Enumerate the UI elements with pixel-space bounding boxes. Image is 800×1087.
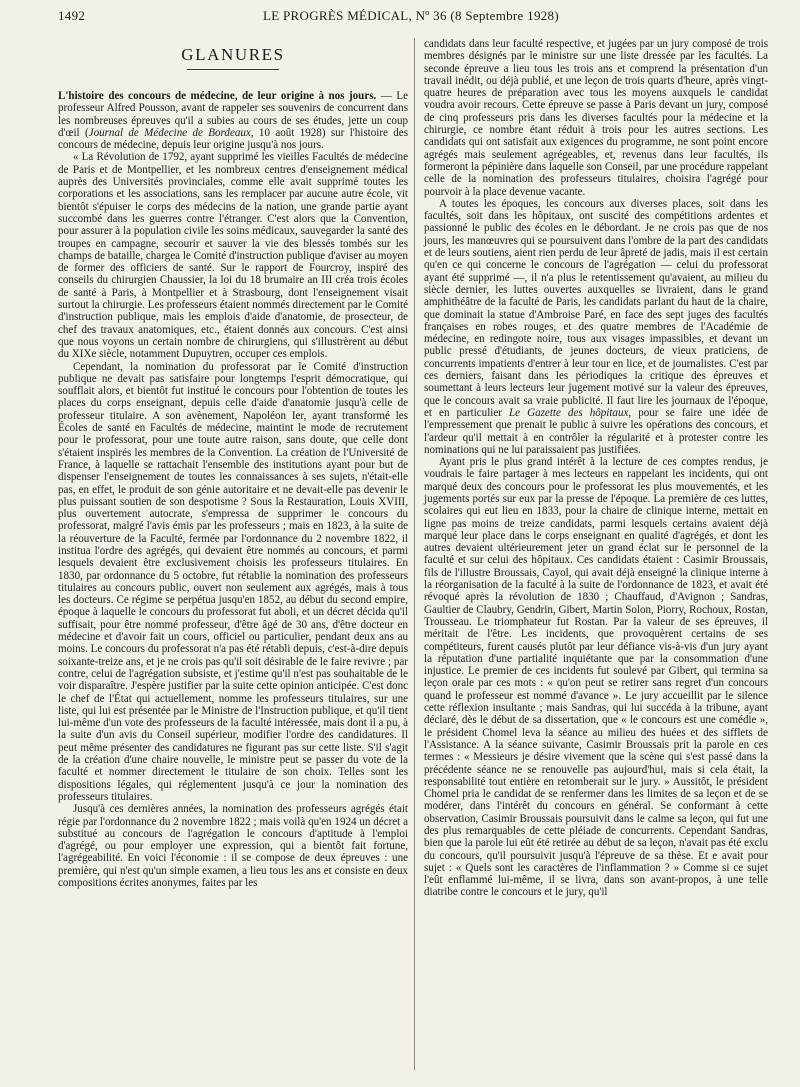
intro-text-b: , 10 août 1928) sur l'histoire des concours de médecine, depuis leur origine jusqu'à nos jours. — [58, 126, 409, 152]
gazette-citation: Le Gazette des hôpitaux — [509, 406, 629, 419]
paragraph-competitions — [424, 198, 768, 456]
paragraph-nomination-history: Cependant, la nomination du professorat par le Comité d'instruction publique ne devait pas satisfaire pour longtemps l'esprit démocratique, qui soufflait alors, et bientôt fut institué le concours pour l'obtention de toutes les places du corps enseignant, depuis celle d'aide d'anatomie jusqu'à celle de professeur titulaire. A son avènement, Napoléon Ier, ayant transformé les Écoles de santé en Facultés de médecine, maintint le mode de recrutement pour le professorat, pour une toute autre raison, sans doute, que celle dont s'étaient inspirés les membres de la Convention. La création de l'Université de France, à laquelle se rattachait l'ensemble des institutions ayant pour but de dispenser l'enseignement de toutes les connaissances à ses sujets, n'était-elle pas, en effet, le produit de son génie autoritaire et ne devait-elle pas devenir le plus puissant soutien de son despotisme ? Sous la Restauration, Louis XVIII, plus ouvertement autocrate, s'empressa de supprimer le concours du professorat, malgré l'avis émis par les professeurs ; mais en 1823, à la suite de la réouverture de la Faculté, fermée par l'ordonnance du 2 novembre 1822, il institua l'ordre des agrégés, qui devaient être nommés au concours, et parmi lesquels devaient être exclusivement choisis les professeurs titulaires. En 1830, par ordonnance du 5 octobre, fut rétablie la nomination des professeurs titulaires au concours public, ouvert non seulement aux agrégés, mais à tous les docteurs. Ce régime se perpétua jusqu'en 1852, au début du second empire, époque à laquelle le concours du professorat fut aboli, et un décret décida qu'il suffisait, pour être nommé professeur, d'être âgé de 30 ans, d'être docteur en médecine et d'avoir fait un cours, officiel ou particulier, pendant deux ans au moins. Le concours du professorat n'a pas été rétabli depuis, c'est-à-dire depuis soixante-treize ans, et je ne crois pas qu'il soit désirable de le faire revivre ; par contre, celui de l'agrégation subsiste, et j'estime qu'il n'est pas souhaitable de le voir disparaître. J'espère justifier par la suite cette opinion anticipée. C'est donc le chef de l'État qui actuellement, nomme les professeurs titulaires, sur une liste, qui lui est présentée par le Ministre de l'Instruction publique, et qu'il tient lui-même d'un vote des professeurs de la faculté intéressée, mais dont il a pu, à la suite d'un avis du Conseil supérieur, modifier l'ordre des candidatures. Il peut même présenter des candidatures ne figurant pas sur cette liste. S'il s'agit de la création d'une chaire nouvelle, le ministre peut se passer du vote de la faculté et nommer directement le titulaire de son choix. Telles sont les dispositions légales, qui réglementent jusqu'à ce jour la nomination des professeurs titulaires. — [58, 360, 408, 803]
left-column — [58, 38, 408, 889]
paragraph-1833-concours: Ayant pris le plus grand intérêt à la lecture de ces comptes rendus, je voudrais le faire partager à mes lecteurs en rappelant les incidents, qui ont marqué deux des concours pour le professorat les plus mouvementés, et les jugements portés sur eux par la presse de l'époque. La première de ces luttes, scolaires qui eut lieu en 1833, pour la chaire de clinique interne, mettait en ligne pas moins de treize candidats, parmi lesquels certains avaient déjà marqué leur place dans le corps enseignant en qualité d'agrégés, et dont les autres devaient ultérieurement jeter un grand éclat sur le personnel de la faculté et sur celui des hôpitaux. Ces candidats étaient : Casimir Broussais, fils de l'illustre Broussais, Cayol, qui avait déjà enseigné la clinique interne à la réorganisation de la faculté à la suite de l'ordonnance de 1823, et avait été révoqué après la révolution de 1830 ; Chauffaud, d'Avignon ; Sandras, Gaultier de Claubry, Gendrin, Gibert, Martin Solon, Piorry, Rochoux, Rostan, Trousseau. Le triomphateur fut Rostan. Par la valeur de ses épreuves, il méritait de l'être. Les incidents, que provoquèrent certains de ses compétiteurs, furent causés plutôt par leur défiance vis-à-vis d'un jury ayant la réputation d'une partialité inquiétante que par la consommation d'une injustice. Le premier de ces incidents fut soulevé par Gibert, qui termina sa leçon orale par ces mots : « qu'on peut se retirer sans regret d'un concours quand le professeur est nommé d'avance ». Le jury accueillit par le silence cette réflexion insultante ; mais Sandras, qui lui succéda à la tribune, ayant déclaré, dès le début de sa dissertation, que « le concours est une comédie », le président Chomel leva la séance au milieu des huées et des sifflets de l'Assistance. A la séance suivante, Casimir Broussais prit la parole en ces termes : « Messieurs je désire vivement que la scène qui s'est passé dans la précédente séance ne se renouvelle pas aujourd'hui, mais si cela était, la responsabilité tout entière en retomberait sur le jury. » Aussitôt, le président Chomel pria le candidat de se renfermer dans les limites de sa leçon et de se modérer, dans l'intérêt du concours en général. Se conformant à cette observation, Casimir Broussais poursuivit dans le calme sa leçon, qui fut une des plus remarquables de cette pléiade de concurrents. Cependant Sandras, bien que la parole lui eût été retirée au début de sa leçon, n'avait pas été exclu du concours, qu'il poursuivit jusqu'à l'épreuve de sa thèse. Et e avait pour sujet : « Quels sont les caractères de l'inflammation ? » Comme si ce sujet l'eût enflammé lui-même, il se livra, dans son avant-propos, à une telle diatribe contre le concours et le jury, qu'il — [424, 456, 768, 899]
competitions-text-a: A toutes les époques, les concours aux diverses places, soit dans les facultés, soit dans les hôpitaux, ont suscité des compétitions ardentes et passionné le public des écoles en le débordant. Je ne crois pas que de nos jours, les manœuvres qui se poursuivent dans l'ombre de la part des candidats et de leurs soutiens, aient rien perdu de leur âpreté de jadis, mais il est certain qu'en ce qui concerne le concours de l'agrégation — celui du professorat ayant été supprimé —, il n'a plus le retentissement qu'avaient, au milieu du siècle dernier, les luttes ouvertes auxquelles se livraient, dans le grand amphithéâtre de la faculté de Paris, les candidats parlant du haut de la chaire, que dominait la statue d'Ambroise Paré, en face des sept juges des facultés françaises en robes rouges, et des quatre membres de l'Académie de médecine, en redingote noire, tous aux visages impassibles, et devant un public pressé d'étudiants, de jeunes docteurs, de vieux praticiens, de concurrents impatients d'entrer à leur tour en lice, et de journalistes. C'est par ces derniers, faisant dans les périodiques la critique des épreuves et soumettant à leurs lecteurs leur jugement motivé sur la valeur des épreuves, que le concours avait sa vraie publicité. Il faut lire les journaux de l'époque, et en particulier — [424, 197, 768, 419]
column-divider — [414, 38, 415, 1070]
competitions-text-b: , pour se faire une idée de l'empressement que prenait le public à suivre les opérations des concours, et l'ardeur qu'il mettait à en contrôler la régularité et à protester contre les nominations qui ne lui paraissaient pas justifiées. — [424, 406, 769, 456]
section-title: GLANURES — [181, 45, 285, 64]
intro-text-a: — Le professeur Alfred Pousson, avant de rappeler ses souvenirs de concurrent dans les nombreuses épreuves qu'il a subies au cours de ses études, jette un coup d'œil ( — [58, 90, 408, 139]
paragraph-continuation: candidats dans leur faculté respective, et jugées par un jury composé de trois membres désignés par le ministre sur une liste dressée par les facultés. La seconde épreuve a lieu tous les trois ans et comprend la présentation d'un travail inédit, ou déjà publié, et une leçon de trois quarts d'heure, après vingt-quatre heures de préparation avec tous les moyens auxquels le candidat voudra avoir recours. Cette épreuve se passe à Paris devant un jury, composé de cinq professeurs pris dans les diverses facultés pour la médecine et la chirurgie, ce nombre étant réduit à trois pour les autres sections. Les candidats qui ont satisfait aux exigences du programme, ne sont point encore agrégés mais seulement agrégeables, et, revenus dans leur facultés, ils formeront la pépinière dans laquelle son Conseil, par une procédure rappelant celle de la nomination des professeurs titulaires, choisira l'agrégé pour pourvoir à la place devenue vacante. — [424, 38, 768, 198]
running-title: LE PROGRÈS MÉDICAL, Nº 36 (8 Septembre 1928) — [263, 8, 559, 23]
article-lead-title: L'histoire des concours de médecine, de leur origine à nos jours. — [58, 90, 377, 102]
article-intro-paragraph — [58, 90, 408, 151]
page-header — [58, 8, 764, 30]
title-underline — [187, 69, 279, 70]
right-column — [424, 38, 768, 899]
paragraph-agregation-reform: Jusqu'à ces dernières années, la nomination des professeurs agrégés était régie par l'ordonnance du 2 novembre 1822 ; mais voilà qu'en 1924 un décret a substitué au concours de l'agrégation le concours d'aptitude à l'emploi d'agrégé, ou pour employer une expression, qui a bientôt fait fortune, l'agrégeabilité. En voici l'économie : il se compose de deux épreuves : une première, qui n'est qu'un simple examen, a lieu tous les ans et consiste en deux compositions écrites anonymes, faites par les — [58, 803, 408, 889]
page-number: 1492 — [58, 8, 86, 23]
journal-citation: Journal de Médecine de Bordeaux — [88, 126, 251, 139]
paragraph-revolution: « La Révolution de 1792, ayant supprimé les vieilles Facultés de médecine de Paris et de Montpellier, et les nombreux centres d'enseignement médical auprès des Universités provinciales, comme elle avait supprimé toutes les corporations et les associations, sans les remplacer par aucune autre école, vit bientôt s'épuiser le corps des médecins de la nation, une grande partie ayant succombé dans les guerres contre l'étranger. C'est alors que la Convention, pour assurer à la population civile les soins médicaux, sauvegarder la santé des troupes en campagne, secourir et sauver la vie des blessés tombés sur les champs de bataille, chargea le Comité d'instruction publique d'aviser au moyen de former des officiers de santé. Sur le rapport de Fourcroy, inspiré des conseils du chirurgien Chaussier, la loi du 18 brumaire an III créa trois écoles de santé à Paris, à Montpellier et à Strasbourg, dont l'enseignement visait surtout la chirurgie. Les professeurs étaient nommés directement par le Comité d'instruction publique, mais les emplois d'aide d'anatomie, de prosecteur, de chef des travaux anatomiques, etc., étaient donnés aux concours. C'est ainsi que nous voyons un certain nombre de chirurgiens, qui s'illustrèrent au début du XIXe siècle, notamment Dupuytren, occuper ces emplois. — [58, 151, 408, 361]
